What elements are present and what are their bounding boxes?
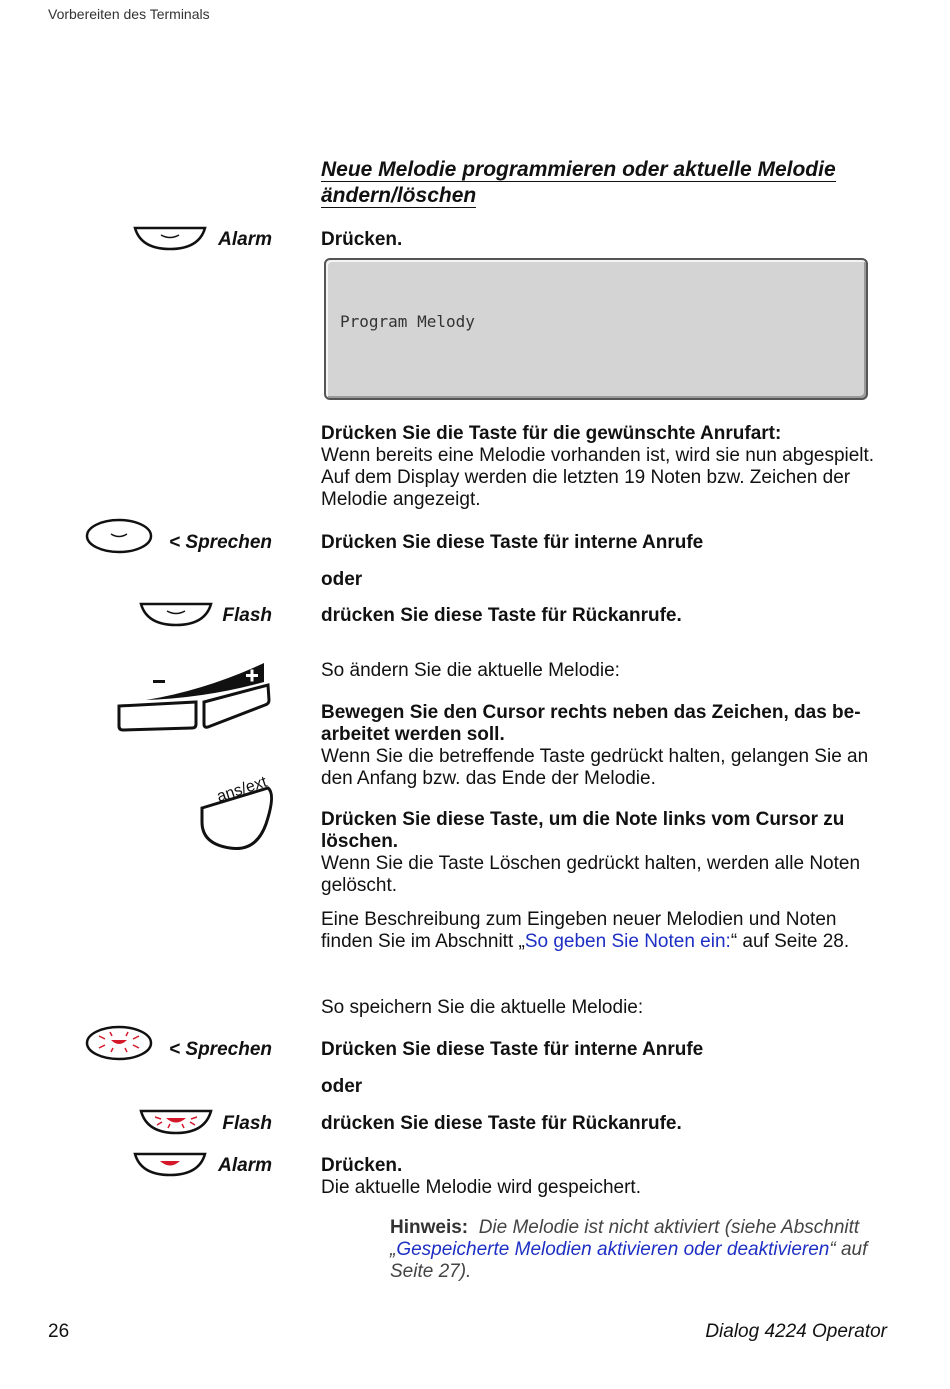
flash-key-label: Flash: [222, 605, 272, 626]
cursor-keys-icon: [116, 660, 276, 732]
ans-ext-key-icon: [196, 766, 276, 856]
step-press-key-text: Wenn bereits eine Melodie vorhanden ist, wird sie nun abgespielt. Auf dem Display werden die letzten 19 Noten bzw. Zeichen der Melodie angezeigt.: [321, 445, 875, 510]
alarm-key-label-2: Alarm: [218, 1155, 272, 1176]
step-internal-calls-2: Drücken Sie diese Taste für interne Anrufe: [321, 1039, 704, 1060]
display-text: Program Melody: [340, 312, 475, 331]
step-delete-bold: Drücken Sie diese Taste, um die Note links vom Cursor zu löschen.: [321, 809, 845, 852]
step-or: oder: [321, 569, 363, 590]
step-press-key-bold: Drücken Sie die Taste für die gewünschte Anrufart:: [321, 423, 782, 444]
step-callback: drücken Sie diese Taste für Rückanrufe.: [321, 605, 682, 626]
step-press-key: [321, 423, 886, 511]
step-delete-text: Wenn Sie die Taste Löschen gedrückt halten, werden alle Noten gelöscht.: [321, 853, 861, 896]
sprechen-key-label: < Sprechen: [169, 532, 272, 553]
step-move-cursor-text: Wenn Sie die betreffende Taste gedrückt halten, gelangen Sie an den Anfang bzw. das Ende der Melodie.: [321, 746, 869, 789]
step-description: Eine Beschreibung zum Eingeben neuer Melodien und Noten finden Sie im Abschnitt „So geben Sie Noten ein:“ auf Seite 28.: [321, 909, 850, 952]
step-press: Drücken.: [321, 229, 403, 250]
step-change-intro: So ändern Sie die aktuelle Melodie:: [321, 660, 620, 681]
step-press-2: [321, 1155, 886, 1199]
ans-ext-key-label: ans/ext: [214, 773, 270, 806]
step-press-2-bold: Drücken.: [321, 1155, 403, 1176]
note-box: Hinweis: Die Melodie ist nicht aktiviert (siehe Abschnitt „Gespeicherte Melodien aktivieren oder deaktivieren“ auf Seite 27).: [390, 1217, 868, 1282]
step-delete: [321, 809, 886, 897]
step-saved: Die aktuelle Melodie wird gespeichert.: [321, 1177, 641, 1198]
flash-key-label-2: Flash: [222, 1113, 272, 1134]
step-internal-calls: Drücken Sie diese Taste für interne Anrufe: [321, 532, 704, 553]
running-header: Vorbereiten des Terminals: [48, 6, 210, 22]
step-move-cursor-bold: Bewegen Sie den Cursor rechts neben das Zeichen, das be-arbeitet werden soll.: [321, 702, 861, 745]
lcd-display: [324, 258, 868, 400]
product-name: Dialog 4224 Operator: [705, 1321, 887, 1342]
step-callback-2: drücken Sie diese Taste für Rückanrufe.: [321, 1113, 682, 1134]
section-title: Neue Melodie programmieren oder aktuelle Melodie ändern/löschen: [321, 158, 836, 207]
page-number: 26: [48, 1321, 70, 1342]
link-so-geben-sie-noten-ein[interactable]: So geben Sie Noten ein:: [524, 931, 731, 952]
alarm-key-label: Alarm: [218, 229, 272, 250]
step-save-intro: So speichern Sie die aktuelle Melodie:: [321, 997, 644, 1018]
sprechen-key-label-2: < Sprechen: [169, 1039, 272, 1060]
step-move-cursor: [321, 702, 886, 790]
note-label: Hinweis:: [390, 1217, 469, 1238]
link-gespeicherte-melodien[interactable]: Gespeicherte Melodien aktivieren oder deaktivieren: [396, 1239, 830, 1260]
step-or-2: oder: [321, 1076, 363, 1097]
